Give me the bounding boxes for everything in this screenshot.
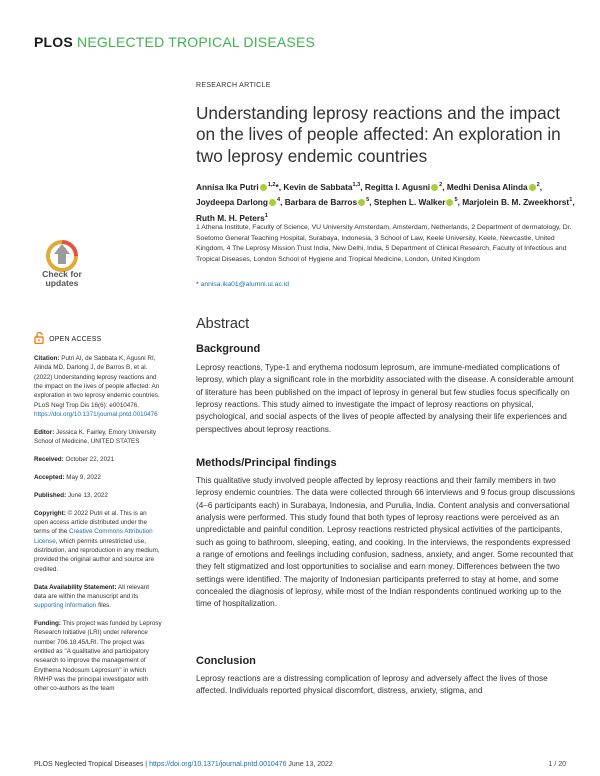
check-updates-label: Check for updates — [42, 269, 82, 289]
conclusion-text: Leprosy reactions are a distressing complication of leprosy and adversely affect the lives of those affected. Individuals reported physical discomfort, distress, anxiety, stigma, and — [196, 674, 548, 696]
footer-date: June 13, 2022 — [288, 761, 333, 768]
abstract-heading: Abstract — [196, 316, 250, 332]
citation-block: Citation: Putri AI, de Sabbata K, Agusni RI, Alinda MD, Darlong J, de Barros B, et al. (2022) Understanding leprosy reactions and the impact on the lives of people affected: An exploration in two leprosy endemic countries. PLoS Negl Trop Dis 16(6): e0010476. https://doi.org/10.1371/journal.pntd.0010476 — [34, 355, 160, 419]
page-number: 1 / 20 — [548, 761, 566, 768]
article-title: Understanding leprosy reactions and the impact on the lives of people affected: An exploration in two leprosy endemic countries — [196, 103, 561, 166]
orcid-icon[interactable] — [431, 184, 438, 191]
cc-license-link[interactable]: Creative Commons Attribution License — [34, 528, 153, 545]
author-list — [196, 179, 578, 225]
orcid-icon[interactable] — [358, 199, 365, 206]
author-separator: *, — [275, 181, 284, 192]
copyright-block: Copyright: © 2022 Putri et al. This is an open access article distributed under the terms of the Creative Commons Attribution License, which permits unrestricted use, distribution, and reproduction in any medium, provided the original author and source are credited. — [34, 509, 160, 573]
author-separator: , — [369, 197, 374, 208]
author-affiliation-marker: 2 — [536, 182, 540, 188]
author-name: Ruth M. H. Peters — [196, 212, 265, 223]
plos-brand: PLOS — [34, 34, 73, 50]
open-lock-icon — [34, 332, 44, 344]
author-separator: , — [280, 197, 285, 208]
footer-separator: | — [145, 761, 148, 768]
author-name: Marjolein B. M. Zweekhorst — [462, 197, 570, 208]
check-for-updates-badge[interactable] — [34, 240, 90, 296]
footer-doi-link[interactable]: https://doi.org/10.1371/journal.pntd.0010476 — [149, 761, 287, 768]
author-name: Regitta I. Agusni — [364, 181, 431, 192]
article-metadata-sidebar — [34, 354, 162, 702]
open-access-label: OPEN ACCESS — [34, 332, 102, 344]
author-separator: , — [457, 197, 463, 208]
author-name: Kevin de Sabbata — [283, 181, 353, 192]
affiliations: 1 Athena Institute, Faculty of Science, VU University Amsterdam, Amsterdam, Netherlands, 2 Department of dermatology, Dr. Soetomo General Teaching Hospital, Surabaya, Indonesia, 3 School of Law, Keele University, Keele, Newcastle, United Kingdom, 4 The Leprosy Mission Trust India, New Delhi, India, 5 Department of Clinical Research, Faculty of Infectious and Tropical Diseases, London School of Hygiene and Tropical Medicine, London, United Kingdom — [196, 224, 572, 263]
journal-name: NEGLECTED TROPICAL DISEASES — [77, 34, 316, 50]
footer-journal: PLOS Neglected Tropical Diseases — [34, 761, 144, 768]
orcid-icon[interactable] — [446, 199, 453, 206]
author-affiliation-marker: 1,2 — [267, 182, 276, 188]
journal-header — [34, 34, 315, 50]
corresponding-email-link[interactable]: annisa.ika01@alumni.ui.ac.id — [200, 281, 290, 288]
author-separator: , — [539, 181, 543, 192]
methods-heading: Methods/Principal findings — [196, 457, 337, 469]
orcid-icon[interactable] — [269, 199, 276, 206]
corresponding-marker: * — [196, 281, 199, 288]
orcid-icon[interactable] — [529, 184, 536, 191]
author-affiliation-marker: 4 — [276, 197, 281, 204]
author-affiliation-marker: 5 — [454, 197, 458, 204]
funding-block: Funding: This project was funded by Leprosy Research Initiative (LRI) under reference number 706.18.45/LRI. The project was entitled as "A qualitative and participatory research to improve the management of Erythema Nodosum Leprosum" in which RMHP was the principal investigator with other co-authors as the team — [34, 620, 162, 693]
author-name: Barbara de Barros — [284, 197, 358, 208]
author-affiliation-marker: 5 — [366, 197, 370, 204]
data-availability-block: Data Availability Statement: All relevant data are within the manuscript and its supporting information files. — [34, 583, 150, 610]
author-affiliation-marker: 1 — [569, 197, 573, 204]
author-name: Medhi Denisa Alinda — [446, 181, 528, 192]
author-name: Joydeepa Darlong — [196, 197, 268, 208]
received-block: Received: October 22, 2021 — [34, 456, 115, 464]
article-type: RESEARCH ARTICLE — [196, 82, 271, 89]
published-block: Published: June 13, 2022 — [34, 491, 108, 499]
author-separator: , — [442, 181, 447, 192]
supporting-info-link[interactable]: supporting information — [34, 602, 97, 610]
citation-doi-link[interactable]: https://doi.org/10.1371/journal.pntd.0010476 — [34, 411, 158, 419]
author-affiliation-marker: 1 — [264, 212, 268, 219]
orcid-icon[interactable] — [260, 184, 267, 191]
editor-block: Editor: Jessica K. Fairley, Emory University School of Medicine, UNITED STATES — [34, 428, 157, 446]
author-separator: , — [572, 197, 575, 208]
methods-text: This qualitative study involved people affected by leprosy reactions and their family members in two leprosy endemic countries. The data were collected through 66 interviews and 9 focus group discussions (4–6 participants each) in Surabaya, Indonesia, and Purulia, India. Content analysis and conversational analysis were performed. This study found that both types of leprosy reactions were perceived as an unpredictable and painful condition. Leprosy reactions restricted physical activities of the participants, such as going to bathroom, sleeping, eating, and cooking. In the interviews, the respondents expressed a range of emotions and feelings including confusion, sadness, anxiety, and anger. Some recounted that they felt stigmatized and lost opportunities to socialise and earn money. Differences between the two settings were identified. The majority of Indonesian participants preferred to stay at home, and some concealed the diagnosis of leprosy, while most of the Indian respondents continued working up to the time of hospitalization. — [196, 476, 575, 609]
accepted-block: Accepted: May 9, 2022 — [34, 473, 101, 481]
page-footer — [34, 761, 566, 768]
author-separator: , — [360, 181, 365, 192]
background-heading: Background — [196, 343, 261, 355]
author-affiliation-marker: 2 — [439, 182, 443, 188]
author-name: Stephen L. Walker — [373, 197, 446, 208]
author-affiliation-marker: 1,3 — [352, 182, 361, 188]
conclusion-heading: Conclusion — [196, 655, 256, 667]
corresponding-author — [196, 281, 289, 288]
background-text: Leprosy reactions, Type-1 and erythema nodosum leprosum, are immune-mediated complications of leprosy, which play a significant role in the morbidity associated with the disease. A considerable amount of literature has been published on the impact of leprosy in general but few studies focus specifically on leprosy reactions. This study aimed to investigate the impact of leprosy reactions on physical, psychological, and social aspects of the lives of people affected by analysing their life experiences and perspectives about leprosy reactions. — [196, 363, 574, 434]
author-name: Annisa Ika Putri — [196, 181, 259, 192]
